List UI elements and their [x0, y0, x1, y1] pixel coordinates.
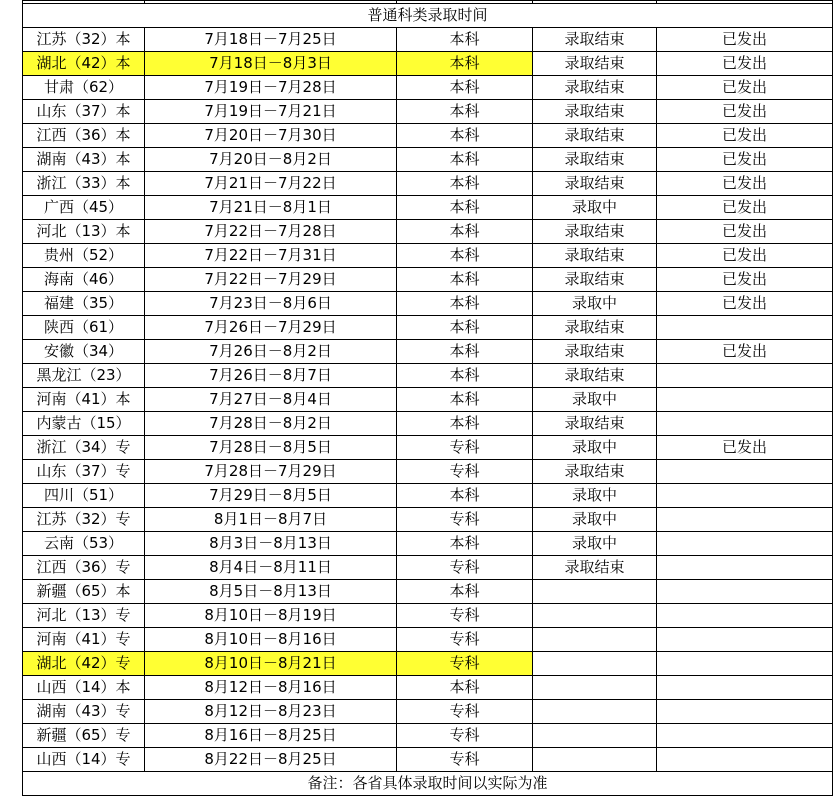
status-cell[interactable]: [533, 652, 657, 676]
status-cell[interactable]: 录取结束: [533, 124, 657, 148]
mail-status-cell[interactable]: [657, 484, 833, 508]
province-cell[interactable]: 新疆（65）本: [23, 580, 145, 604]
mail-status-cell[interactable]: 已发出: [657, 220, 833, 244]
status-cell[interactable]: 录取结束: [533, 316, 657, 340]
table-row: [23, 412, 833, 436]
dates-cell[interactable]: 8月22日－8月25日: [145, 748, 397, 772]
mail-status-cell[interactable]: 已发出: [657, 148, 833, 172]
dates-cell[interactable]: 8月10日－8月19日: [145, 604, 397, 628]
province-cell[interactable]: 山西（14）本: [23, 676, 145, 700]
type-cell[interactable]: 本科: [397, 76, 533, 100]
table-row: [23, 340, 833, 364]
type-cell[interactable]: 专科: [397, 652, 533, 676]
type-cell[interactable]: 专科: [397, 700, 533, 724]
mail-status-cell[interactable]: [657, 652, 833, 676]
province-cell[interactable]: 湖南（43）专: [23, 700, 145, 724]
province-cell[interactable]: 云南（53）: [23, 532, 145, 556]
type-cell[interactable]: 本科: [397, 124, 533, 148]
status-cell[interactable]: [533, 724, 657, 748]
mail-status-cell[interactable]: 已发出: [657, 268, 833, 292]
type-cell[interactable]: 本科: [397, 340, 533, 364]
dates-cell[interactable]: 7月29日－8月5日: [145, 484, 397, 508]
title-row: [23, 4, 833, 28]
province-cell[interactable]: 江西（36）专: [23, 556, 145, 580]
table-note[interactable]: 备注：各省具体录取时间以实际为准: [23, 772, 833, 796]
status-cell[interactable]: 录取结束: [533, 172, 657, 196]
status-cell[interactable]: 录取中: [533, 484, 657, 508]
status-cell[interactable]: 录取中: [533, 388, 657, 412]
province-cell[interactable]: 浙江（34）专: [23, 436, 145, 460]
admission-schedule-sheet: [22, 0, 832, 796]
table-row: [23, 196, 833, 220]
table-row: [23, 508, 833, 532]
dates-cell[interactable]: 7月20日－8月2日: [145, 148, 397, 172]
type-cell[interactable]: 本科: [397, 148, 533, 172]
status-cell[interactable]: 录取结束: [533, 268, 657, 292]
dates-cell[interactable]: 7月28日－7月29日: [145, 460, 397, 484]
type-cell[interactable]: 本科: [397, 100, 533, 124]
table-row: [23, 124, 833, 148]
type-cell[interactable]: 本科: [397, 364, 533, 388]
table-row: [23, 700, 833, 724]
table-row: [23, 556, 833, 580]
dates-cell[interactable]: 7月21日－7月22日: [145, 172, 397, 196]
mail-status-cell[interactable]: [657, 460, 833, 484]
status-cell[interactable]: 录取结束: [533, 76, 657, 100]
table-row: [23, 484, 833, 508]
province-cell[interactable]: 湖北（42）专: [23, 652, 145, 676]
type-cell[interactable]: 本科: [397, 28, 533, 52]
status-cell[interactable]: [533, 700, 657, 724]
province-cell[interactable]: 浙江（33）本: [23, 172, 145, 196]
mail-status-cell[interactable]: 已发出: [657, 244, 833, 268]
dates-cell[interactable]: 7月22日－7月31日: [145, 244, 397, 268]
status-cell[interactable]: 录取结束: [533, 52, 657, 76]
mail-status-cell[interactable]: [657, 508, 833, 532]
mail-status-cell[interactable]: [657, 604, 833, 628]
table-row: [23, 532, 833, 556]
status-cell[interactable]: 录取结束: [533, 460, 657, 484]
status-cell[interactable]: [533, 628, 657, 652]
status-cell[interactable]: 录取结束: [533, 340, 657, 364]
type-cell[interactable]: 本科: [397, 172, 533, 196]
mail-status-cell[interactable]: [657, 700, 833, 724]
type-cell[interactable]: 专科: [397, 508, 533, 532]
province-cell[interactable]: 河北（13）本: [23, 220, 145, 244]
type-cell[interactable]: 本科: [397, 292, 533, 316]
mail-status-cell[interactable]: 已发出: [657, 100, 833, 124]
province-cell[interactable]: 内蒙古（15）: [23, 412, 145, 436]
dates-cell[interactable]: 7月28日－8月2日: [145, 412, 397, 436]
type-cell[interactable]: 本科: [397, 220, 533, 244]
dates-cell[interactable]: 7月19日－7月21日: [145, 100, 397, 124]
type-cell[interactable]: 本科: [397, 244, 533, 268]
province-cell[interactable]: 河南（41）专: [23, 628, 145, 652]
province-cell[interactable]: 安徽（34）: [23, 340, 145, 364]
status-cell[interactable]: [533, 676, 657, 700]
table-row: [23, 676, 833, 700]
dates-cell[interactable]: 8月12日－8月23日: [145, 700, 397, 724]
type-cell[interactable]: 本科: [397, 484, 533, 508]
table-row: [23, 316, 833, 340]
table-row: [23, 220, 833, 244]
province-cell[interactable]: 江西（36）本: [23, 124, 145, 148]
table-row: [23, 628, 833, 652]
status-cell[interactable]: 录取结束: [533, 244, 657, 268]
mail-status-cell[interactable]: 已发出: [657, 436, 833, 460]
table-title[interactable]: 普通科类录取时间: [23, 4, 833, 28]
table-row: [23, 268, 833, 292]
status-cell[interactable]: 录取中: [533, 508, 657, 532]
note-row: [23, 772, 833, 796]
dates-cell[interactable]: 7月18日－8月3日: [145, 52, 397, 76]
province-cell[interactable]: 四川（51）: [23, 484, 145, 508]
mail-status-cell[interactable]: [657, 724, 833, 748]
table-row: [23, 28, 833, 52]
dates-cell[interactable]: 8月10日－8月21日: [145, 652, 397, 676]
table-row: [23, 388, 833, 412]
type-cell[interactable]: 本科: [397, 196, 533, 220]
mail-status-cell[interactable]: [657, 316, 833, 340]
type-cell[interactable]: 专科: [397, 748, 533, 772]
dates-cell[interactable]: 7月26日－8月2日: [145, 340, 397, 364]
mail-status-cell[interactable]: [657, 364, 833, 388]
province-cell[interactable]: 河南（41）本: [23, 388, 145, 412]
dates-cell[interactable]: 7月21日－8月1日: [145, 196, 397, 220]
province-cell[interactable]: 山西（14）专: [23, 748, 145, 772]
province-cell[interactable]: 福建（35）: [23, 292, 145, 316]
type-cell[interactable]: 本科: [397, 676, 533, 700]
type-cell[interactable]: 本科: [397, 268, 533, 292]
dates-cell[interactable]: 7月19日－7月28日: [145, 76, 397, 100]
table-row: [23, 460, 833, 484]
province-cell[interactable]: 黑龙江（23）: [23, 364, 145, 388]
table-row: [23, 724, 833, 748]
type-cell[interactable]: 本科: [397, 316, 533, 340]
dates-cell[interactable]: 7月20日－7月30日: [145, 124, 397, 148]
dates-cell[interactable]: 8月12日－8月16日: [145, 676, 397, 700]
status-cell[interactable]: 录取中: [533, 292, 657, 316]
admission-table: [22, 0, 833, 796]
table-row: [23, 292, 833, 316]
province-cell[interactable]: 山东（37）专: [23, 460, 145, 484]
mail-status-cell[interactable]: 已发出: [657, 196, 833, 220]
province-cell[interactable]: 广西（45）: [23, 196, 145, 220]
dates-cell[interactable]: 7月28日－8月5日: [145, 436, 397, 460]
status-cell[interactable]: 录取中: [533, 532, 657, 556]
mail-status-cell[interactable]: [657, 532, 833, 556]
status-cell[interactable]: [533, 604, 657, 628]
mail-status-cell[interactable]: 已发出: [657, 340, 833, 364]
province-cell[interactable]: 海南（46）: [23, 268, 145, 292]
table-row: [23, 580, 833, 604]
type-cell[interactable]: 专科: [397, 556, 533, 580]
dates-cell[interactable]: 8月1日－8月7日: [145, 508, 397, 532]
province-cell[interactable]: 贵州（52）: [23, 244, 145, 268]
status-cell[interactable]: [533, 748, 657, 772]
status-cell[interactable]: 录取中: [533, 436, 657, 460]
dates-cell[interactable]: 7月23日－8月6日: [145, 292, 397, 316]
type-cell[interactable]: 本科: [397, 388, 533, 412]
type-cell[interactable]: 专科: [397, 628, 533, 652]
table-row: [23, 436, 833, 460]
mail-status-cell[interactable]: [657, 676, 833, 700]
table-row: [23, 52, 833, 76]
status-cell[interactable]: 录取结束: [533, 28, 657, 52]
mail-status-cell[interactable]: 已发出: [657, 172, 833, 196]
dates-cell[interactable]: 7月26日－8月7日: [145, 364, 397, 388]
province-cell[interactable]: 山东（37）本: [23, 100, 145, 124]
type-cell[interactable]: 本科: [397, 580, 533, 604]
mail-status-cell[interactable]: [657, 556, 833, 580]
dates-cell[interactable]: 8月5日－8月13日: [145, 580, 397, 604]
status-cell[interactable]: 录取结束: [533, 148, 657, 172]
province-cell[interactable]: 湖北（42）本: [23, 52, 145, 76]
mail-status-cell[interactable]: [657, 388, 833, 412]
table-row: [23, 100, 833, 124]
mail-status-cell[interactable]: 已发出: [657, 76, 833, 100]
status-cell[interactable]: 录取结束: [533, 412, 657, 436]
dates-cell[interactable]: 7月22日－7月29日: [145, 268, 397, 292]
table-row: [23, 172, 833, 196]
dates-cell[interactable]: 8月16日－8月25日: [145, 724, 397, 748]
province-cell[interactable]: 江苏（32）专: [23, 508, 145, 532]
table-row: [23, 748, 833, 772]
type-cell[interactable]: 专科: [397, 724, 533, 748]
status-cell[interactable]: 录取结束: [533, 556, 657, 580]
dates-cell[interactable]: 8月4日－8月11日: [145, 556, 397, 580]
province-cell[interactable]: 河北（13）专: [23, 604, 145, 628]
dates-cell[interactable]: 7月27日－8月4日: [145, 388, 397, 412]
status-cell[interactable]: 录取结束: [533, 100, 657, 124]
mail-status-cell[interactable]: 已发出: [657, 292, 833, 316]
status-cell[interactable]: [533, 580, 657, 604]
status-cell[interactable]: 录取结束: [533, 220, 657, 244]
mail-status-cell[interactable]: [657, 580, 833, 604]
mail-status-cell[interactable]: 已发出: [657, 52, 833, 76]
province-cell[interactable]: 陕西（61）: [23, 316, 145, 340]
dates-cell[interactable]: 8月3日－8月13日: [145, 532, 397, 556]
dates-cell[interactable]: 8月10日－8月16日: [145, 628, 397, 652]
province-cell[interactable]: 江苏（32）本: [23, 28, 145, 52]
mail-status-cell[interactable]: [657, 628, 833, 652]
table-row: [23, 244, 833, 268]
province-cell[interactable]: 湖南（43）本: [23, 148, 145, 172]
type-cell[interactable]: 本科: [397, 52, 533, 76]
table-row: [23, 604, 833, 628]
mail-status-cell[interactable]: [657, 412, 833, 436]
province-cell[interactable]: 甘肃（62）: [23, 76, 145, 100]
table-row: [23, 76, 833, 100]
mail-status-cell[interactable]: 已发出: [657, 124, 833, 148]
table-row: [23, 652, 833, 676]
mail-status-cell[interactable]: [657, 748, 833, 772]
dates-cell[interactable]: 7月22日－7月28日: [145, 220, 397, 244]
type-cell[interactable]: 本科: [397, 532, 533, 556]
status-cell[interactable]: 录取结束: [533, 364, 657, 388]
type-cell[interactable]: 专科: [397, 604, 533, 628]
status-cell[interactable]: 录取中: [533, 196, 657, 220]
dates-cell[interactable]: 7月18日－7月25日: [145, 28, 397, 52]
table-row: [23, 148, 833, 172]
type-cell[interactable]: 本科: [397, 412, 533, 436]
table-row: [23, 364, 833, 388]
province-cell[interactable]: 新疆（65）专: [23, 724, 145, 748]
type-cell[interactable]: 专科: [397, 460, 533, 484]
dates-cell[interactable]: 7月26日－7月29日: [145, 316, 397, 340]
type-cell[interactable]: 专科: [397, 436, 533, 460]
mail-status-cell[interactable]: 已发出: [657, 28, 833, 52]
